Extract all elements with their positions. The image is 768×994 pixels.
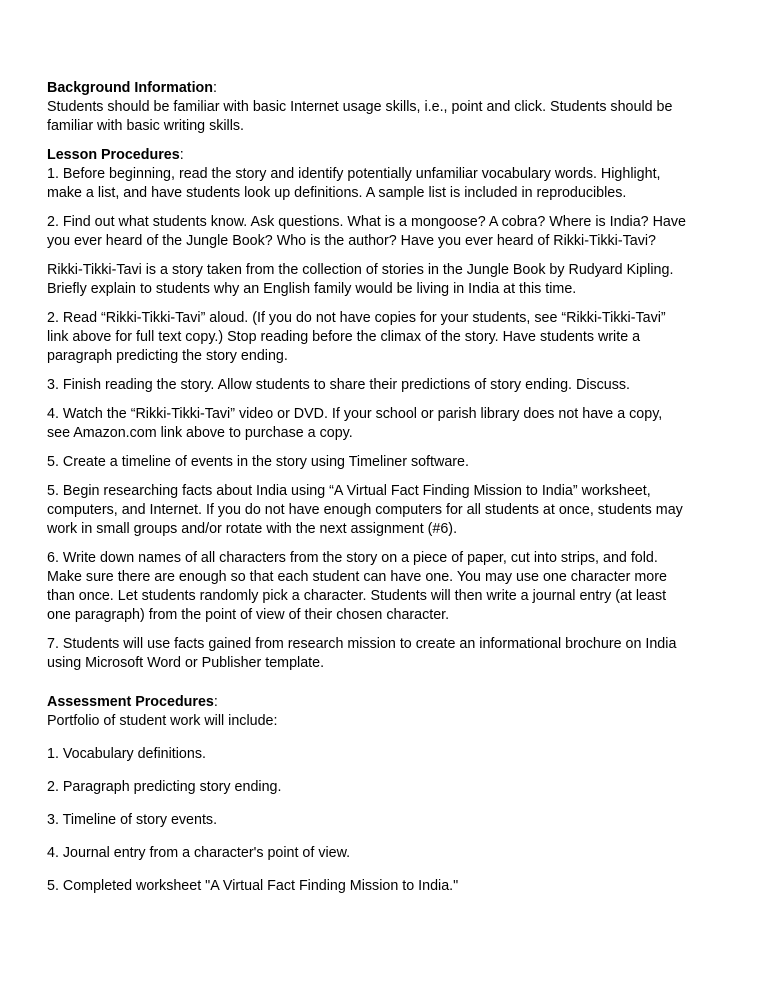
lesson-paragraph	[47, 482, 737, 539]
text-line: familiar with basic writing skills.	[47, 118, 245, 134]
text-line: 3. Finish reading the story. Allow students to share their predictions of story ending. Discuss.	[47, 377, 631, 393]
text-line: Briefly explain to students why an English family would be living in India at this time.	[47, 281, 577, 297]
text-line: 5. Create a timeline of events in the story using Timeliner software.	[47, 454, 469, 470]
lesson-paragraph	[47, 405, 737, 443]
text-line: than once. Let students randomly pick a character. Students will then write a journal entry (at least	[47, 588, 667, 604]
text-line: make a list, and have students look up definitions. A sample list is included in reproducibles.	[47, 185, 627, 201]
lesson-paragraph	[47, 213, 737, 251]
text-line: see Amazon.com link above to purchase a copy.	[47, 425, 353, 441]
text-line: paragraph predicting the story ending.	[47, 348, 288, 364]
text-line: 7. Students will use facts gained from research mission to create an informational brochure on India	[47, 636, 677, 652]
assessment-intro: Portfolio of student work will include:	[47, 713, 278, 729]
assessment-item: 4. Journal entry from a character's point of view.	[47, 845, 351, 861]
lesson-paragraph	[47, 549, 737, 625]
text-line: 5. Begin researching facts about India using “A Virtual Fact Finding Mission to India” worksheet,	[47, 483, 651, 499]
lesson-section: Lesson Procedures: 1. Before beginning, read the story and identify potentially unfamiliar vocabulary words. Highlight, make a list, and have students look up definitions. A sample list is included in reproducibles. 2. Find out what students know. Ask questions. What is a mongoose? A cobra? Where is India? Have you ever heard of the Jungle Book? Who is the author? Have you ever heard of Rikki-Tikki-Tavi? Rikki-Tikki-Tavi is a story taken from the collection of stories in the Jungle Book by Rudyard Kipling. Briefly explain to students why an English family would be living in India at this time. 2. Read “Rikki-Tikki-Tavi” aloud. (If you do not have copies for your students, see “Rikki-Tikki-Tavi” link above for full text copy.) Stop reading before the climax of the story. Have students write a paragraph predicting the story ending. 3. Finish reading the story. Allow students to share their predictions of story ending. Discuss. 4. Watch the “Rikki-Tikki-Tavi” video or DVD. If your school or parish library does not have a copy, see Amazon.com link above to purchase a copy. 5. Create a timeline of events in the story using Timeliner software. 5. Begin researching facts about India using “A Virtual Fact Finding Mission to India” worksheet, computers, and Internet. If you do not have enough computers for all students at once, students may work in small groups and/or rotate with the next assignment (#6). 6. Write down names of all characters from the story on a piece of paper, cut into strips, and fold. Make sure there are enough so that each student can have one. You may use one character more than once. Let students randomly pick a character. Students will then write a journal entry (at least one paragraph) from the point of view of their chosen character. 7. Students will use facts gained from research mission to create an informational brochure on India using Microsoft Word or Publisher template.	[47, 146, 737, 673]
lesson-paragraph	[47, 635, 737, 673]
text-line: Students should be familiar with basic Internet usage skills, i.e., point and click. Students should be	[47, 99, 673, 115]
assessment-section: Assessment Procedures: Portfolio of student work will include: 1. Vocabulary definitions. 2. Paragraph predicting story ending. 3. Timeline of story events. 4. Journal entry from a character's point of view. 5. Completed worksheet "A Virtual Fact Finding Mission to India."	[47, 693, 737, 896]
text-line: 1. Before beginning, read the story and identify potentially unfamiliar vocabulary words. Highlight,	[47, 166, 661, 182]
assessment-heading: Assessment Procedures	[47, 694, 214, 710]
text-line: Make sure there are enough so that each student can have one. You may use one character more	[47, 569, 667, 585]
document-page	[47, 79, 737, 910]
lesson-steps	[47, 165, 737, 673]
background-text	[47, 98, 737, 136]
text-line: 4. Watch the “Rikki-Tikki-Tavi” video or DVD. If your school or parish library does not have a copy,	[47, 406, 663, 422]
background-section: Background Information: Students should be familiar with basic Internet usage skills, i.e., point and click. Students should be familiar with basic writing skills.	[47, 79, 737, 136]
assessment-item: 2. Paragraph predicting story ending.	[47, 779, 282, 795]
assessment-item: 1. Vocabulary definitions.	[47, 746, 206, 762]
text-line: you ever heard of the Jungle Book? Who is the author? Have you ever heard of Rikki-Tikki-Tavi?	[47, 233, 656, 249]
text-line: 2. Find out what students know. Ask questions. What is a mongoose? A cobra? Where is India? Have	[47, 214, 686, 230]
assessment-items	[47, 745, 737, 896]
text-line: 2. Read “Rikki-Tikki-Tavi” aloud. (If you do not have copies for your students, see “Rikki-Tikki-Tavi”	[47, 310, 666, 326]
text-line: using Microsoft Word or Publisher template.	[47, 655, 325, 671]
lesson-paragraph	[47, 165, 737, 203]
background-heading: Background Information	[47, 80, 214, 96]
lesson-paragraph	[47, 309, 737, 366]
text-line: one paragraph) from the point of view of their chosen character.	[47, 607, 450, 623]
lesson-paragraph	[47, 453, 737, 472]
assessment-item: 5. Completed worksheet "A Virtual Fact Finding Mission to India."	[47, 878, 459, 894]
text-line: computers, and Internet. If you do not have enough computers for all students at once, students may	[47, 502, 683, 518]
lesson-heading: Lesson Procedures	[47, 147, 180, 163]
assessment-item: 3. Timeline of story events.	[47, 812, 218, 828]
lesson-paragraph	[47, 261, 737, 299]
lesson-paragraph	[47, 376, 737, 395]
text-line: link above for full text copy.) Stop reading before the climax of the story. Have students write a	[47, 329, 641, 345]
text-line: 6. Write down names of all characters from the story on a piece of paper, cut into strips, and fold.	[47, 550, 658, 566]
text-line: Rikki-Tikki-Tavi is a story taken from the collection of stories in the Jungle Book by Rudyard Kipling.	[47, 262, 674, 278]
text-line: work in small groups and/or rotate with the next assignment (#6).	[47, 521, 458, 537]
